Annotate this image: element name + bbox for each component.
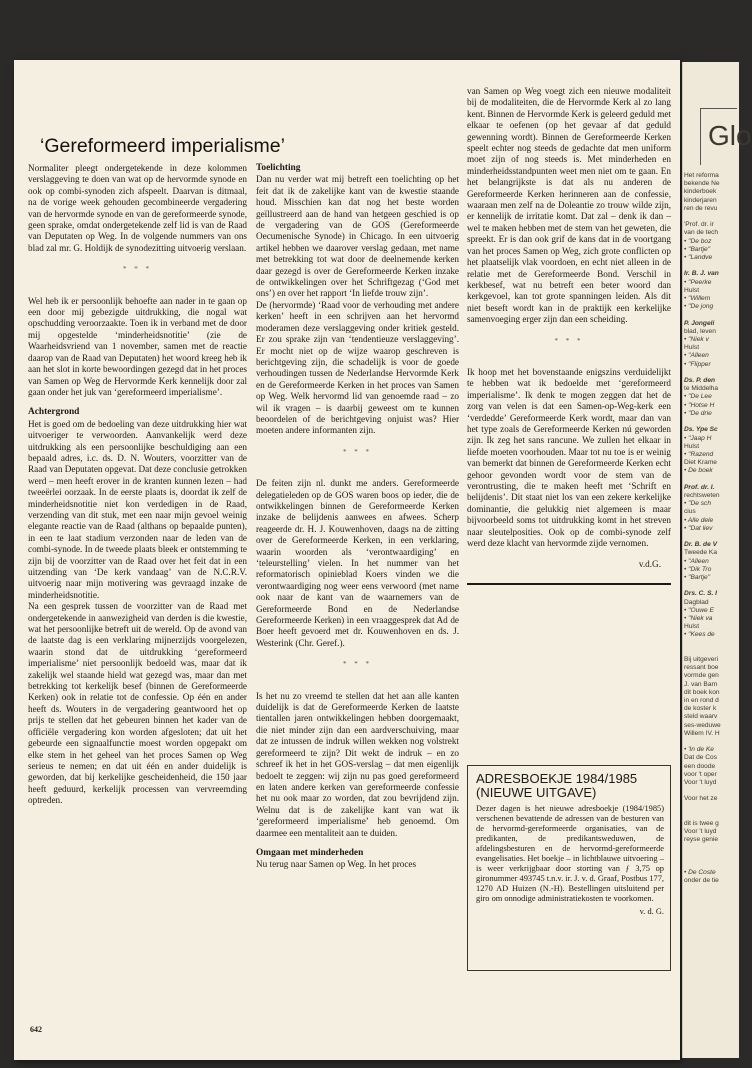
paragraph: Na een gesprek tussen de voorzitter van de Raad met ondergetekende in aanwezigheid van derden is die kwestie, wat het persoonlijke betreft uit de wereld. Op de avond van de laatste dag is een verklaring mijnerzijds voorgelezen, waarin stond dat de uitdrukking ‘gereformeerd imperialisme’ niet persoonlijk bedoeld was, maar dat ik zakelijk wel staande hield wat gezegd was, maar dan met betrekking tot kerkelijk besef (binnen de Gereformeerde Kerken) ook in relatie tot de confessie. Op één en ander heeft ds. Wouters in de vergadering geantwoord het op prijs te stellen dat het gebeuren binnen het kader van de officiële vergadering kon worden afgesloten; dat uit het gebeurde een signaalfunctie moest worden opgepakt om elke stem in het geheel van het proces Samen op Weg serieus te nemen; en dat uit één en ander duidelijk is geworden, dat bij kerkelijke gescheidenheid, die 150 jaar heeft geduurd, kerkelijk processen van vervreemding optreden.	[28, 601, 247, 806]
next-page-fragment-line	[684, 311, 736, 319]
next-page-fragment-line	[684, 738, 736, 746]
next-page-fragment-line: kinderjaren	[684, 196, 717, 204]
paragraph: van Samen op Weg voegt zich een nieuwe modaliteit bij de modaliteiten, die de Hervormde Kerk al zo lang kent. Binnen de Hervormde Kerk is geleerd geduld met elkaar te oefenen (op het gevaar af dat geduld gewenning wordt). Binnen de Gereformeerde Kerken speelt echter nog steeds de gedachte dat men uniform moet zijn of nog steeds is. Met minderheden en minderheidsstandpunten weet men niet om te gaan. En het belangrijkste is dat als nu anderen de Gereformeerde Kerken herinneren aan de confessie, waaraan men zelf na de Doleantie zo trouw wilde zijn, er kennelijk de irritatie komt. Dat zal – denk ik dan – wel te maken hebben met de stem van het geweten, die spreekt. Er is dan ook grif de kans dat in de voortgang van het proces Samen op Weg, zich grote conflicten op het plaatselijk vlak voordoen, en echt niet alleen in de relatie met de Gereformeerde Bond. Verschil in kerkbesef, wat nu betreft een beter woord dan kerkgevoel, kan tot grote spanningen leiden. Als dit niet beseft wordt kan in de praktijk een kerkelijke samenvoeging erger zijn dan een scheiding.	[467, 86, 671, 325]
next-page-fragment-line: • "Kees de	[684, 631, 715, 639]
next-page-fragment-line: • "Flipper	[684, 360, 711, 368]
next-page-fragment-line: onder de tie	[684, 877, 719, 885]
next-page-fragment-line	[684, 845, 736, 853]
next-page-fragment-line: • "Alleen	[684, 557, 709, 565]
article-column-3	[467, 86, 671, 585]
next-page-fragment-line: • "Razend	[684, 450, 714, 458]
next-page-fragment-line: cius	[684, 508, 696, 516]
next-page-fragment-line: van de tech	[684, 229, 719, 237]
next-page-fragment-line: P. Jongeli	[684, 319, 715, 327]
next-page-fragment-line: • "Jaap H	[684, 434, 712, 442]
section-separator: * * *	[343, 447, 372, 456]
next-page-fragment-line: Hulst	[684, 442, 700, 450]
next-page-fragment-line: Voor het ze	[684, 795, 718, 803]
paragraph: Nu terug naar Samen op Weg. In het proces	[256, 859, 417, 870]
next-page-heading: Glo	[708, 120, 752, 151]
next-page-fragment-line	[684, 582, 736, 590]
paragraph: Is het nu zo vreemd te stellen dat het aan alle kanten duidelijk is dat de Gereformeerde Kerken de laatste tientallen jaren ontwikkelingen hebben doorgemaakt, die niet minder zijn dan een aardverschuiving, maar dat ze intussen de indruk willen wekken nog volstrekt gereformeerd te zijn? Dit wekt de indruk – en zo schreef ik het in het GOS-verslag – dat men eigenlijk bedoelt te zeggen: wij zijn nu pas goed gereformeerd en laten andere kerken van gereformeerde confessie het nu ook maar zo worden, dat zou bevrijdend zijn. Welnu dat is de zakelijke kant van wat ik ‘gereformeerd imperialisme’ heb genoemd. Om daarmee een mentaliteit aan te duiden.	[256, 690, 459, 838]
next-page-fragment-line: bekende Ne	[684, 180, 720, 188]
next-page-fragments	[684, 172, 736, 886]
next-page-fragment-line: • "Hotse H	[684, 401, 715, 409]
next-page-fragment-line: • "De sch	[684, 500, 712, 508]
next-page-fragment-line	[684, 648, 736, 656]
next-page-fragment-line: Voor 't luyd	[684, 828, 717, 836]
next-page-fragment-line: • "Peerke	[684, 278, 712, 286]
intro-paragraph: Normaliter pleegt ondergetekende in deze kolommen verslaggeving te doen van wat op de hervormde synode en ook op combi-synoden zich afspeelt. Daarvan is ditmaal, na de vorige week gehouden gecombineerde vergadering van de hervormde synode en van de gereformeerde synode, geen sprake, omdat ondergetekende zelf lid is van de Raad van Deputaten op Weg. In de volgende nummers van ons blad zal mr. G. Holdijk de synodezitting uitvoerig verslaan.	[28, 163, 247, 253]
next-page-fragment-line: Prof. dr. I.	[684, 483, 715, 491]
next-page-fragment-line: Hulst	[684, 344, 700, 352]
next-page-fragment-line	[684, 853, 736, 861]
next-page-fragment-line: ses-weduwe	[684, 721, 721, 729]
next-page-fragment-line: • "Willem	[684, 295, 711, 303]
next-page-fragment-line: Het reforma	[684, 172, 719, 179]
next-page-fragment-line: Drs. C. S. I	[684, 590, 717, 598]
next-page-fragment-line: Bij uitgeveri	[684, 655, 719, 663]
next-page-fragment-line	[684, 812, 736, 820]
next-page-fragment-line: • "Dik Tro	[684, 565, 712, 573]
next-page-fragment-line: 'Prof. dr. ir	[684, 221, 714, 229]
next-page-fragment-line	[684, 861, 736, 869]
notice-signature: v. d. G.	[639, 907, 664, 916]
divider-rule	[467, 583, 671, 585]
next-page-fragment-line: in en rond d	[684, 697, 719, 704]
next-page-fragment-line: • "Alleen	[684, 352, 709, 360]
next-page-fragment-line: de koster k	[684, 705, 717, 713]
author-signature: v.d.G.	[638, 559, 661, 570]
next-page-fragment-line: Ir. B. J. van	[684, 270, 719, 278]
next-page-fragment-line: Diet Krame	[684, 459, 717, 467]
next-page-fragment-line: • De Coste	[684, 869, 716, 877]
next-page-fragment-line: Ds. P. den	[684, 377, 716, 385]
paragraph: Het is goed om de bedoeling van deze uitdrukking hier wat uitvoeriger te verwoorden. Aanvankelijk werd deze uitdrukking als een persoonlijke beschuldiging aan een bepaald adres, i.c. ds. D. N. Wouters, voorzitter van de Raad van Deputaten opgevat. Dat deze conclusie getrokken werd – men heeft erover in de kranten kunnen lezen – had tweeërlei oorzaak. In de eerste plaats is, doordat ik zelf de minderheidsnotitie niet kon verdedigen in de Raad, verzending van dit stuk, met een naar mijn gevoel weinig elegante reactie van de Raad (althans op bepaalde punten), in een te laat stadium verzonden naar de leden van de combi-synode. In de tweede plaats bleek er ontstemming te zijn bij de voorzitter van de Raad over het feit dat in een uitzending van ‘De kerk vandaag’ van de N.C.R.V. uitvoerig naar mijn motivering was gevraagd inzake de minderheidsnotitie.	[28, 418, 247, 600]
article-column-2	[256, 163, 459, 871]
next-page-fragment-line: • 'In de Ke	[684, 746, 714, 754]
section-heading: Achtergrond	[28, 407, 80, 418]
next-page-fragment-line: • "Bartje"	[684, 573, 711, 581]
next-page-fragment-line: dit boek kon	[684, 688, 720, 696]
next-page-fragment-line: • De boek	[684, 467, 713, 475]
notice-body: Dezer dagen is het nieuwe adresboekje (1984/1985) verschenen bevattende de adressen van de besturen van de hervormd-gereformeerde organisaties, van de predikanten, de predikantsweduwen, de afdelingsbesturen en de hervormd-gereformeerde evangelisaties. Het boekje – in lichtblauwe uitvoering – is weer verkrijgbaar door storting van ƒ 3,75 op gironummer 493745 t.n.v. ir. J. v. d. Graaf, Postbus 177, 1270 AD Huizen (N.-H). Bestellingen uitsluitend per giro om onnodige administratiekosten te voorkomen.	[476, 804, 664, 903]
next-page-fragment-line: Voor 't luyd	[684, 779, 717, 787]
next-page-fragment-line: • "De Lee	[684, 393, 712, 401]
next-page-fragment-line: een doode	[684, 762, 716, 770]
section-heading: Omgaan met minderheden	[256, 847, 364, 858]
next-page-fragment-line: rechtsweten	[684, 491, 720, 499]
notice-title: ADRESBOEKJE 1984/1985 (NIEUWE UITGAVE)	[476, 771, 638, 800]
paragraph: De (hervormde) ‘Raad voor de verhouding met andere kerken’ heeft in een schrijven aan het hervormd moderamen deze verslaggeving onder kritiek gesteld. Er zou sprake zijn van ‘tendentieuze verslaggeving’. Er mocht niet op de wijze waarop geschreven is berichtgeving zijn, die schadelijk is voor de goede verhoudingen tussen de Nederlandse Hervormde Kerk en de Gereformeerde Kerken in het proces van Samen op Weg. Welk hervormd lid van genoemde raad – zo wil ik vragen – is daarbij geweest om te kunnen beoordelen of de berichtgeving onjuist was? Hier moeten andere informanten zijn.	[256, 299, 459, 436]
page-number: 642	[30, 1025, 42, 1034]
next-page-fragment-line: Dr. B. de V	[684, 541, 717, 549]
next-page-fragment-line: • "Niek v	[684, 336, 709, 344]
next-page-fragment-line	[684, 369, 736, 377]
next-page-fragment-line: Ds. Ype Sc	[684, 426, 718, 434]
next-page-fragment-line: Dat de Cos	[684, 754, 717, 762]
next-page-fragment-line: steld waarv	[684, 713, 718, 721]
next-page-fragment-line	[684, 533, 736, 541]
next-page-fragment-line: blad, leven	[684, 327, 716, 335]
paragraph: De feiten zijn nl. dunkt me anders. Gereformeerde delegatieleden op de GOS waren boos op ieder, die de ontwikkelingen binnen de Gereformeerde Kerken inzake de belijdenis aanwees en afwees. Scherp reageerde dr. H. J. Kouwenhoven, daags na de zitting over de Gereformeerde Kerken, in een verklaring, waarin woorden als ‘verontwaardiging’ en ‘teleurstelling’ vielen. In het nummer van het reformatorisch opinieblad Koers vinden we die verontwaardiging nog weer eens verwoord (met name ook naar de kant van de waarnemers van de Gereformeerde Bond en de Nederlandse Gereformeerde Kerken) in een vraaggesprek dat Ad de Boer heeft gevoerd met dr. Kouwenhoven en ds. J. Westerink (Chr. Geref.).	[256, 478, 459, 648]
next-page-fragment-line: dit is twee g	[684, 820, 719, 828]
next-page-fragment-line: • "De drie	[684, 409, 712, 417]
next-page-fragment-line	[684, 213, 736, 221]
next-page-fragment-line: ren de revu	[684, 204, 718, 212]
next-page-fragment-line	[684, 804, 736, 812]
adresboekje-notice	[467, 765, 671, 971]
next-page-fragment-line: • "Dat liev	[684, 524, 713, 532]
next-page-fragment-line: • Alle dele	[684, 516, 714, 524]
next-page-fragment-line: Willem IV. H	[684, 729, 720, 737]
section-heading: Toelichting	[256, 163, 301, 173]
section-separator: * * *	[343, 660, 372, 669]
paragraph: Dan nu verder wat mij betreft een toelichting op het feit dat ik de zakelijke kant van de kwestie staande houd. Misschien kan dat nog het beste worden geïllustreerd aan de hand van hetgeen geschied is op de vergadering van de GOS (Gereformeerde Oecumenische Synode) in Chicago. In een uitvoerig artikel hebben we daarover verslag gedaan, met name met betrekking tot wat door de deelnemende kerken daar gezegd is over de Gereformeerde Kerken inzake de ontwikkelingen over het Schriftgezag (‘God met ons’) en over het rapport ‘In liefde trouw zijn’.	[256, 174, 459, 299]
article-title: ‘Gereformeerd imperialisme’	[40, 135, 285, 157]
next-page-fragment-line: J. van Barn	[684, 680, 718, 688]
section-separator: * * *	[123, 265, 152, 274]
next-page-fragment-line	[684, 640, 736, 648]
next-page-fragment-line: Hulst	[684, 623, 700, 631]
next-page-fragment-line: ressant boe	[684, 664, 719, 672]
paragraph: Ik hoop met het bovenstaande enigszins verduidelijkt te hebben wat ik bedoelde met ‘gereformeerd imperialisme’. Ik denk te mogen zeggen dat het de zorg van velen is dat een Samen-op-Weg-kerk een ‘verdedde’ Gereformeerde Kerk wordt, maar dan van het type zoals de Gereformeerde Kerken nú geworden zijn. Ik zeg het sans rancune. We zullen het elkaar in liefde moeten voorhouden. Maar tot nu toe is er weinig van bemerkt dat binnen de Gereformeerde Kerken echt gehoor gevonden wordt voor de stem van de verontrusting, die te maken heeft met ‘Schrift en belijdenis’. Dit staat niet los van een zekere kerkelijke dominantie, die gelukkig niet algemeen is maar bijvoorbeeld soms tot uitdrukking komt in het streven naar sleutelposities. Ook op de combi-synode zelf werd deze klacht van hervormde zijde vernomen.	[467, 366, 671, 549]
next-page-fragment-line: te Middelha	[684, 385, 719, 393]
next-page-fragment-line	[684, 262, 736, 270]
next-page-fragment-line: Dagblad	[684, 598, 709, 606]
section-separator: * * *	[554, 336, 584, 345]
next-page-fragment-line: • "Niek va	[684, 614, 713, 622]
next-page-fragment-line: kinderboek	[684, 188, 717, 196]
next-page-fragment-line: reyse genie	[684, 836, 719, 844]
next-page-fragment-line	[684, 476, 736, 484]
next-page-fragment-line: • "Landve	[684, 254, 713, 262]
next-page-fragment-line: • "De boz	[684, 237, 712, 245]
next-page-fragment-line: Tweede Ka	[684, 549, 717, 557]
next-page-fragment-line: vormde gen	[684, 672, 719, 680]
next-page-fragment-line: • "Bartje"	[684, 245, 711, 253]
next-page-fragment-line: Hulst	[684, 286, 700, 294]
paragraph: Wel heb ik er persoonlijk behoefte aan nader in te gaan op een door mij gebezigde uitdrukking, die nogal wat opschudding veroorzaakte. Toen ik in verband met de door mij opgestelde ‘minderheidsnotitie’ (zie de Waarheidsvriend van 1 november, samen met de reactie daarop van de Raad van Deputaten) het woord kreeg heb ik aan het slot in korte bewoordingen gezegd dat in het proces van Samen op Weg de Hervormde Kerk kennelijk door zal gaan onder het juk van ‘gereformeerd imperialisme’.	[28, 295, 247, 397]
next-page-fragment-line	[684, 787, 736, 795]
next-page-fragment-line: • "Ouwe E	[684, 606, 714, 614]
next-page-fragment-line: voor 't oper	[684, 770, 717, 778]
next-page-fragment-line	[684, 418, 736, 426]
next-page-fragment-line: • "De jong	[684, 303, 714, 311]
article-column-1	[28, 163, 247, 807]
